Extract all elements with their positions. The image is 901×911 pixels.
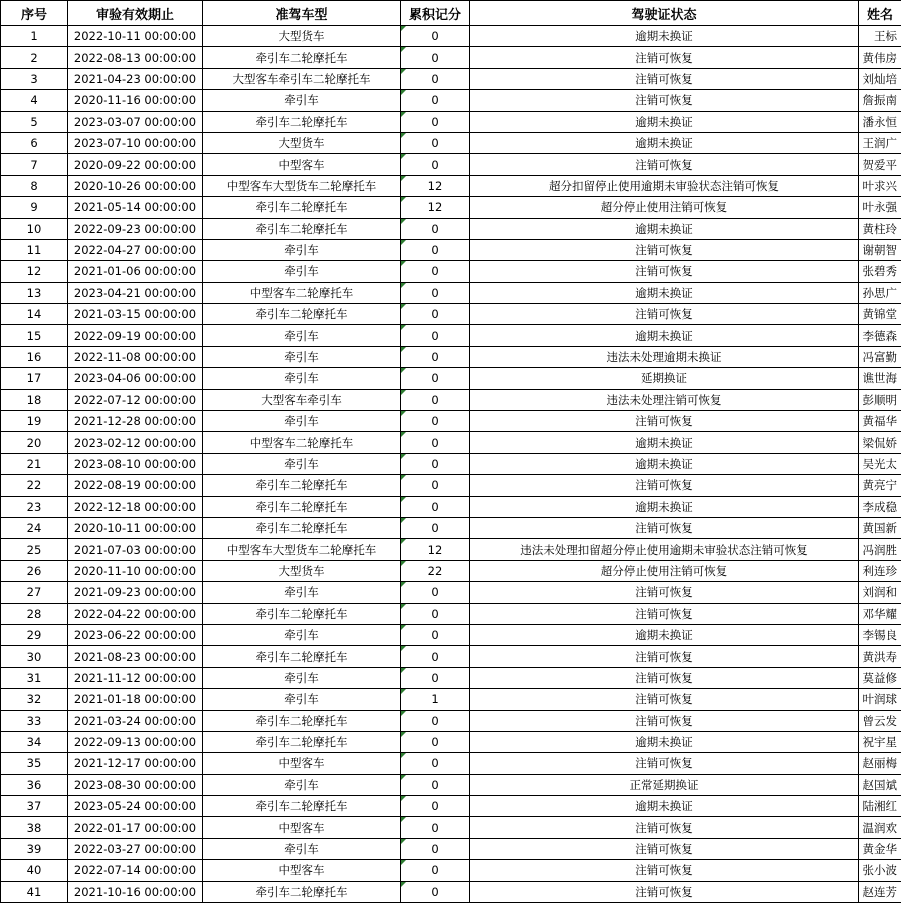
points-cell: 0	[401, 517, 470, 538]
points-cell: 0	[401, 218, 470, 239]
license-status-cell: 注销可恢复	[470, 860, 859, 881]
inspection-expiry-cell: 2023-07-10 00:00:00	[68, 132, 203, 153]
name-cell: 孙思广	[859, 282, 901, 303]
seq-cell: 10	[1, 218, 68, 239]
vehicle-class-cell: 牵引车	[203, 838, 401, 859]
points-cell: 0	[401, 47, 470, 68]
name-cell: 祝宇星	[859, 731, 901, 752]
header-inspection-expiry: 审验有效期止	[68, 1, 203, 26]
seq-cell: 34	[1, 731, 68, 752]
header-license-status: 驾驶证状态	[470, 1, 859, 26]
vehicle-class-cell: 牵引车二轮摩托车	[203, 475, 401, 496]
table-row	[1, 753, 901, 774]
license-status-cell: 注销可恢复	[470, 582, 859, 603]
table-header	[1, 1, 901, 26]
table-row	[1, 453, 901, 474]
vehicle-class-cell: 大型客车牵引车二轮摩托车	[203, 68, 401, 89]
inspection-expiry-cell: 2021-07-03 00:00:00	[68, 539, 203, 560]
name-cell: 冯富勤	[859, 346, 901, 367]
points-cell: 0	[401, 753, 470, 774]
table-row	[1, 90, 901, 111]
name-cell: 刘润和	[859, 582, 901, 603]
inspection-expiry-cell: 2021-01-06 00:00:00	[68, 261, 203, 282]
seq-cell: 38	[1, 817, 68, 838]
inspection-expiry-cell: 2021-09-23 00:00:00	[68, 582, 203, 603]
name-cell: 谢朝智	[859, 239, 901, 260]
license-status-cell: 逾期未换证	[470, 325, 859, 346]
name-cell: 黄伟房	[859, 47, 901, 68]
vehicle-class-cell: 大型客车牵引车	[203, 389, 401, 410]
points-cell: 0	[401, 368, 470, 389]
seq-cell: 36	[1, 774, 68, 795]
table-row	[1, 132, 901, 153]
name-cell: 叶永强	[859, 197, 901, 218]
vehicle-class-cell: 牵引车二轮摩托车	[203, 603, 401, 624]
inspection-expiry-cell: 2022-07-12 00:00:00	[68, 389, 203, 410]
points-cell: 0	[401, 432, 470, 453]
inspection-expiry-cell: 2020-11-10 00:00:00	[68, 560, 203, 581]
inspection-expiry-cell: 2023-04-06 00:00:00	[68, 368, 203, 389]
name-cell: 潘永恒	[859, 111, 901, 132]
points-cell: 0	[401, 475, 470, 496]
inspection-expiry-cell: 2021-10-16 00:00:00	[68, 881, 203, 902]
vehicle-class-cell: 牵引车	[203, 368, 401, 389]
seq-cell: 17	[1, 368, 68, 389]
inspection-expiry-cell: 2022-09-23 00:00:00	[68, 218, 203, 239]
vehicle-class-cell: 牵引车二轮摩托车	[203, 496, 401, 517]
vehicle-class-cell: 牵引车二轮摩托车	[203, 796, 401, 817]
inspection-expiry-cell: 2023-03-07 00:00:00	[68, 111, 203, 132]
vehicle-class-cell: 牵引车二轮摩托车	[203, 881, 401, 902]
seq-cell: 9	[1, 197, 68, 218]
seq-cell: 4	[1, 90, 68, 111]
license-status-cell: 逾期未换证	[470, 282, 859, 303]
vehicle-class-cell: 牵引车二轮摩托车	[203, 304, 401, 325]
name-cell: 赵丽梅	[859, 753, 901, 774]
seq-cell: 33	[1, 710, 68, 731]
license-status-cell: 注销可恢复	[470, 475, 859, 496]
vehicle-class-cell: 牵引车二轮摩托车	[203, 111, 401, 132]
inspection-expiry-cell: 2023-05-24 00:00:00	[68, 796, 203, 817]
table-row	[1, 261, 901, 282]
table-row	[1, 860, 901, 881]
table-row	[1, 411, 901, 432]
points-cell: 0	[401, 68, 470, 89]
vehicle-class-cell: 牵引车二轮摩托车	[203, 646, 401, 667]
table-row	[1, 175, 901, 196]
seq-cell: 6	[1, 132, 68, 153]
license-status-cell: 逾期未换证	[470, 496, 859, 517]
seq-cell: 22	[1, 475, 68, 496]
license-status-cell: 逾期未换证	[470, 453, 859, 474]
vehicle-class-cell: 牵引车二轮摩托车	[203, 218, 401, 239]
table-row	[1, 496, 901, 517]
license-status-cell: 注销可恢复	[470, 603, 859, 624]
name-cell: 黄金华	[859, 838, 901, 859]
table-row	[1, 389, 901, 410]
points-cell: 1	[401, 689, 470, 710]
name-cell: 刘灿培	[859, 68, 901, 89]
table-row	[1, 111, 901, 132]
seq-cell: 1	[1, 26, 68, 47]
table-row	[1, 47, 901, 68]
name-cell: 吴光太	[859, 453, 901, 474]
table-body	[1, 26, 901, 903]
inspection-expiry-cell: 2022-11-08 00:00:00	[68, 346, 203, 367]
table-row	[1, 624, 901, 645]
license-status-cell: 逾期未换证	[470, 132, 859, 153]
seq-cell: 14	[1, 304, 68, 325]
license-status-cell: 注销可恢复	[470, 261, 859, 282]
name-cell: 谯世海	[859, 368, 901, 389]
seq-cell: 31	[1, 667, 68, 688]
table-row	[1, 774, 901, 795]
license-status-cell: 注销可恢复	[470, 154, 859, 175]
inspection-expiry-cell: 2021-11-12 00:00:00	[68, 667, 203, 688]
points-cell: 0	[401, 261, 470, 282]
license-status-cell: 逾期未换证	[470, 731, 859, 752]
name-cell: 温润欢	[859, 817, 901, 838]
name-cell: 黄国新	[859, 517, 901, 538]
table-row	[1, 796, 901, 817]
license-status-cell: 逾期未换证	[470, 624, 859, 645]
points-cell: 12	[401, 197, 470, 218]
inspection-expiry-cell: 2021-08-23 00:00:00	[68, 646, 203, 667]
inspection-expiry-cell: 2022-01-17 00:00:00	[68, 817, 203, 838]
points-cell: 0	[401, 774, 470, 795]
table-row	[1, 26, 901, 47]
inspection-expiry-cell: 2023-08-10 00:00:00	[68, 453, 203, 474]
table-row	[1, 667, 901, 688]
license-status-cell: 注销可恢复	[470, 710, 859, 731]
license-status-cell: 正常延期换证	[470, 774, 859, 795]
seq-cell: 16	[1, 346, 68, 367]
license-status-cell: 注销可恢复	[470, 881, 859, 902]
inspection-expiry-cell: 2022-09-19 00:00:00	[68, 325, 203, 346]
seq-cell: 23	[1, 496, 68, 517]
table-row	[1, 432, 901, 453]
license-status-cell: 超分停止使用注销可恢复	[470, 560, 859, 581]
seq-cell: 25	[1, 539, 68, 560]
points-cell: 0	[401, 111, 470, 132]
name-cell: 詹振南	[859, 90, 901, 111]
name-cell: 黄福华	[859, 411, 901, 432]
seq-cell: 21	[1, 453, 68, 474]
inspection-expiry-cell: 2020-10-26 00:00:00	[68, 175, 203, 196]
vehicle-class-cell: 牵引车	[203, 90, 401, 111]
inspection-expiry-cell: 2021-05-14 00:00:00	[68, 197, 203, 218]
vehicle-class-cell: 牵引车二轮摩托车	[203, 197, 401, 218]
name-cell: 张碧秀	[859, 261, 901, 282]
license-status-cell: 注销可恢复	[470, 817, 859, 838]
vehicle-class-cell: 中型客车	[203, 817, 401, 838]
seq-cell: 24	[1, 517, 68, 538]
name-cell: 彭顺明	[859, 389, 901, 410]
points-cell: 0	[401, 411, 470, 432]
license-status-cell: 逾期未换证	[470, 26, 859, 47]
points-cell: 0	[401, 325, 470, 346]
name-cell: 曾云发	[859, 710, 901, 731]
seq-cell: 12	[1, 261, 68, 282]
table-row	[1, 838, 901, 859]
vehicle-class-cell: 牵引车	[203, 453, 401, 474]
vehicle-class-cell: 牵引车二轮摩托车	[203, 517, 401, 538]
table-row	[1, 560, 901, 581]
name-cell: 李锡良	[859, 624, 901, 645]
points-cell: 0	[401, 154, 470, 175]
name-cell: 贺爱平	[859, 154, 901, 175]
seq-cell: 13	[1, 282, 68, 303]
points-cell: 0	[401, 132, 470, 153]
license-status-cell: 逾期未换证	[470, 218, 859, 239]
points-cell: 0	[401, 860, 470, 881]
vehicle-class-cell: 中型客车大型货车二轮摩托车	[203, 175, 401, 196]
header-points: 累积记分	[401, 1, 470, 26]
table-row	[1, 475, 901, 496]
table-row	[1, 646, 901, 667]
inspection-expiry-cell: 2023-02-12 00:00:00	[68, 432, 203, 453]
seq-cell: 19	[1, 411, 68, 432]
license-status-cell: 逾期未换证	[470, 796, 859, 817]
name-cell: 赵国斌	[859, 774, 901, 795]
vehicle-class-cell: 中型客车二轮摩托车	[203, 282, 401, 303]
points-cell: 0	[401, 646, 470, 667]
inspection-expiry-cell: 2022-08-13 00:00:00	[68, 47, 203, 68]
points-cell: 0	[401, 817, 470, 838]
table-row	[1, 346, 901, 367]
name-cell: 张小波	[859, 860, 901, 881]
points-cell: 0	[401, 346, 470, 367]
points-cell: 0	[401, 731, 470, 752]
points-cell: 0	[401, 90, 470, 111]
inspection-expiry-cell: 2021-12-17 00:00:00	[68, 753, 203, 774]
seq-cell: 40	[1, 860, 68, 881]
inspection-expiry-cell: 2022-03-27 00:00:00	[68, 838, 203, 859]
inspection-expiry-cell: 2023-08-30 00:00:00	[68, 774, 203, 795]
license-status-cell: 注销可恢复	[470, 90, 859, 111]
vehicle-class-cell: 牵引车二轮摩托车	[203, 710, 401, 731]
points-cell: 0	[401, 26, 470, 47]
name-cell: 莫益修	[859, 667, 901, 688]
header-seq: 序号	[1, 1, 68, 26]
vehicle-class-cell: 大型货车	[203, 26, 401, 47]
points-cell: 0	[401, 838, 470, 859]
points-cell: 0	[401, 881, 470, 902]
license-status-cell: 超分停止使用注销可恢复	[470, 197, 859, 218]
vehicle-class-cell: 中型客车	[203, 753, 401, 774]
license-status-cell: 注销可恢复	[470, 753, 859, 774]
vehicle-class-cell: 中型客车二轮摩托车	[203, 432, 401, 453]
seq-cell: 15	[1, 325, 68, 346]
points-cell: 0	[401, 710, 470, 731]
seq-cell: 27	[1, 582, 68, 603]
table-row	[1, 68, 901, 89]
table-row	[1, 603, 901, 624]
inspection-expiry-cell: 2022-09-13 00:00:00	[68, 731, 203, 752]
table-row	[1, 582, 901, 603]
name-cell: 李成稳	[859, 496, 901, 517]
points-cell: 0	[401, 496, 470, 517]
inspection-expiry-cell: 2020-10-11 00:00:00	[68, 517, 203, 538]
inspection-expiry-cell: 2020-11-16 00:00:00	[68, 90, 203, 111]
points-cell: 0	[401, 239, 470, 260]
points-cell: 0	[401, 624, 470, 645]
seq-cell: 8	[1, 175, 68, 196]
table-row	[1, 731, 901, 752]
vehicle-class-cell: 牵引车	[203, 346, 401, 367]
header-name: 姓名	[859, 1, 901, 26]
license-status-cell: 超分扣留停止使用逾期未审验状态注销可恢复	[470, 175, 859, 196]
name-cell: 黄洪寿	[859, 646, 901, 667]
seq-cell: 3	[1, 68, 68, 89]
inspection-expiry-cell: 2021-04-23 00:00:00	[68, 68, 203, 89]
name-cell: 邓华耀	[859, 603, 901, 624]
seq-cell: 7	[1, 154, 68, 175]
seq-cell: 20	[1, 432, 68, 453]
inspection-expiry-cell: 2023-04-21 00:00:00	[68, 282, 203, 303]
name-cell: 王润广	[859, 132, 901, 153]
vehicle-class-cell: 牵引车二轮摩托车	[203, 731, 401, 752]
table-row	[1, 239, 901, 260]
seq-cell: 41	[1, 881, 68, 902]
inspection-expiry-cell: 2022-10-11 00:00:00	[68, 26, 203, 47]
inspection-expiry-cell: 2022-12-18 00:00:00	[68, 496, 203, 517]
seq-cell: 30	[1, 646, 68, 667]
points-cell: 0	[401, 603, 470, 624]
license-status-cell: 注销可恢复	[470, 838, 859, 859]
points-cell: 0	[401, 667, 470, 688]
header-row	[1, 1, 901, 26]
inspection-expiry-cell: 2023-06-22 00:00:00	[68, 624, 203, 645]
table-row	[1, 304, 901, 325]
license-status-cell: 逾期未换证	[470, 432, 859, 453]
license-status-cell: 逾期未换证	[470, 111, 859, 132]
license-status-cell: 违法未处理扣留超分停止使用逾期未审验状态注销可恢复	[470, 539, 859, 560]
points-cell: 12	[401, 539, 470, 560]
name-cell: 利连珍	[859, 560, 901, 581]
license-status-cell: 注销可恢复	[470, 646, 859, 667]
vehicle-class-cell: 中型客车	[203, 860, 401, 881]
license-status-cell: 注销可恢复	[470, 304, 859, 325]
license-status-cell: 注销可恢复	[470, 667, 859, 688]
seq-cell: 11	[1, 239, 68, 260]
table-row	[1, 282, 901, 303]
license-status-cell: 注销可恢复	[470, 47, 859, 68]
name-cell: 冯润胜	[859, 539, 901, 560]
vehicle-class-cell: 牵引车	[203, 325, 401, 346]
inspection-expiry-cell: 2022-07-14 00:00:00	[68, 860, 203, 881]
vehicle-class-cell: 牵引车	[203, 411, 401, 432]
inspection-expiry-cell: 2022-04-27 00:00:00	[68, 239, 203, 260]
license-status-cell: 违法未处理注销可恢复	[470, 389, 859, 410]
vehicle-class-cell: 牵引车	[203, 582, 401, 603]
vehicle-class-cell: 牵引车	[203, 239, 401, 260]
table-row	[1, 368, 901, 389]
vehicle-class-cell: 大型货车	[203, 132, 401, 153]
seq-cell: 18	[1, 389, 68, 410]
points-cell: 0	[401, 796, 470, 817]
license-status-cell: 注销可恢复	[470, 517, 859, 538]
inspection-expiry-cell: 2021-01-18 00:00:00	[68, 689, 203, 710]
license-status-cell: 延期换证	[470, 368, 859, 389]
inspection-expiry-cell: 2021-12-28 00:00:00	[68, 411, 203, 432]
name-cell: 黄锦堂	[859, 304, 901, 325]
table-row	[1, 539, 901, 560]
table-row	[1, 817, 901, 838]
license-status-cell: 违法未处理逾期未换证	[470, 346, 859, 367]
table-row	[1, 881, 901, 902]
vehicle-class-cell: 中型客车	[203, 154, 401, 175]
name-cell: 梁侃娇	[859, 432, 901, 453]
vehicle-class-cell: 牵引车	[203, 774, 401, 795]
seq-cell: 26	[1, 560, 68, 581]
name-cell: 黄亮宁	[859, 475, 901, 496]
seq-cell: 29	[1, 624, 68, 645]
name-cell: 赵连芳	[859, 881, 901, 902]
seq-cell: 39	[1, 838, 68, 859]
name-cell: 陆湘红	[859, 796, 901, 817]
points-cell: 0	[401, 389, 470, 410]
table-row	[1, 197, 901, 218]
points-cell: 12	[401, 175, 470, 196]
points-cell: 0	[401, 304, 470, 325]
points-cell: 0	[401, 282, 470, 303]
vehicle-class-cell: 牵引车	[203, 689, 401, 710]
seq-cell: 32	[1, 689, 68, 710]
inspection-expiry-cell: 2021-03-15 00:00:00	[68, 304, 203, 325]
table-row	[1, 710, 901, 731]
table-row	[1, 325, 901, 346]
vehicle-class-cell: 大型货车	[203, 560, 401, 581]
seq-cell: 5	[1, 111, 68, 132]
name-cell: 王标	[859, 26, 901, 47]
name-cell: 叶求兴	[859, 175, 901, 196]
points-cell: 0	[401, 582, 470, 603]
license-status-cell: 注销可恢复	[470, 689, 859, 710]
name-cell: 李德森	[859, 325, 901, 346]
points-cell: 0	[401, 453, 470, 474]
vehicle-class-cell: 中型客车大型货车二轮摩托车	[203, 539, 401, 560]
seq-cell: 28	[1, 603, 68, 624]
inspection-expiry-cell: 2021-03-24 00:00:00	[68, 710, 203, 731]
vehicle-class-cell: 牵引车	[203, 624, 401, 645]
seq-cell: 37	[1, 796, 68, 817]
license-status-cell: 注销可恢复	[470, 411, 859, 432]
table-row	[1, 517, 901, 538]
inspection-expiry-cell: 2022-04-22 00:00:00	[68, 603, 203, 624]
table-row	[1, 689, 901, 710]
seq-cell: 35	[1, 753, 68, 774]
table-row	[1, 218, 901, 239]
vehicle-class-cell: 牵引车	[203, 667, 401, 688]
table-row	[1, 154, 901, 175]
license-status-cell: 注销可恢复	[470, 68, 859, 89]
vehicle-class-cell: 牵引车	[203, 261, 401, 282]
vehicle-class-cell: 牵引车二轮摩托车	[203, 47, 401, 68]
seq-cell: 2	[1, 47, 68, 68]
name-cell: 叶润球	[859, 689, 901, 710]
inspection-expiry-cell: 2022-08-19 00:00:00	[68, 475, 203, 496]
points-cell: 22	[401, 560, 470, 581]
license-status-cell: 注销可恢复	[470, 239, 859, 260]
inspection-expiry-cell: 2020-09-22 00:00:00	[68, 154, 203, 175]
header-vehicle-class: 准驾车型	[203, 1, 401, 26]
name-cell: 黄柱玲	[859, 218, 901, 239]
